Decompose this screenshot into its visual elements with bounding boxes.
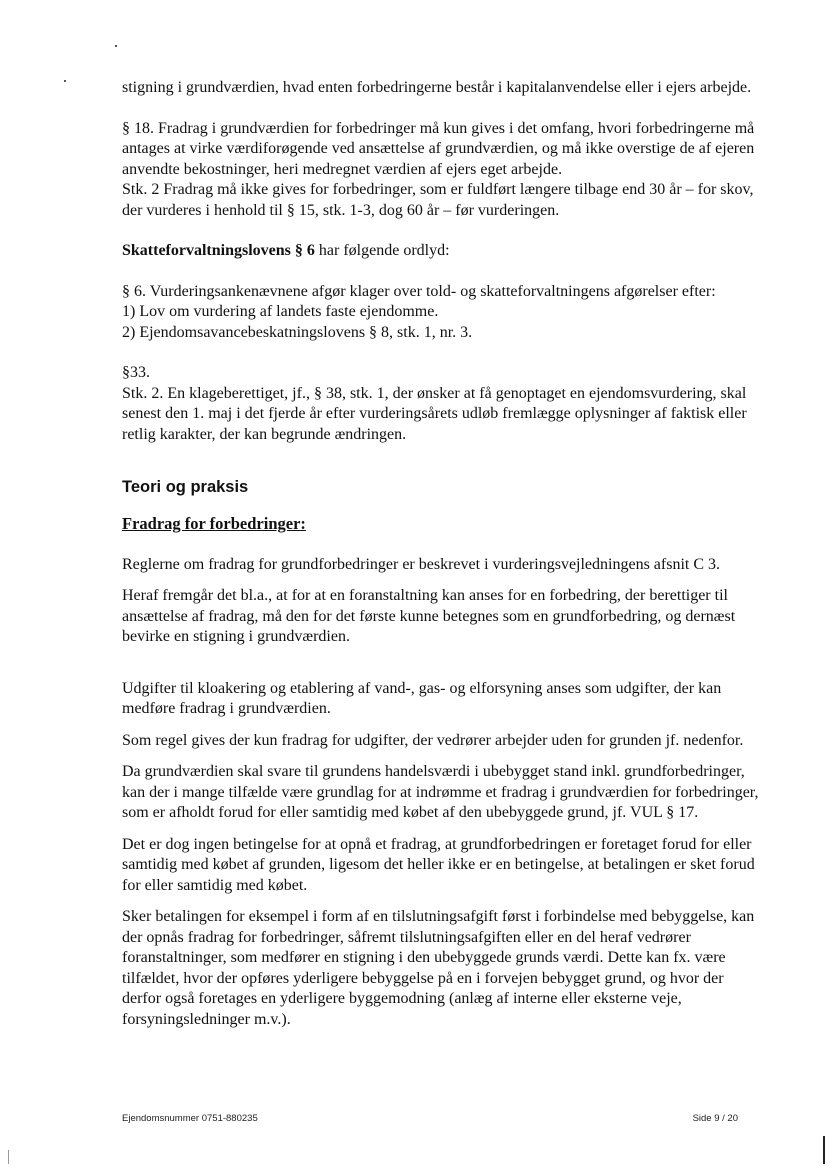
paragraph: Heraf fremgår det bl.a., at for at en foranstaltning kan anses for en forbedring, der berettiger til ansættelse af fradrag, må den for det første kunne betegnes som en grundforbedring, og dernæst bevirke en stigning i grundværdien. (122, 587, 736, 645)
scan-speck (64, 80, 66, 82)
subsection-heading: Fradrag for forbedringer: (122, 514, 306, 533)
paragraph: Stk. 2 Fradrag må ikke gives for forbedringer, som er fuldført længere tilbage end 30 år – for skov, der vurderes i henhold til § 15, stk. 1-3, dog 60 år – før vurderingen. (122, 181, 754, 219)
list-item: 2) Ejendomsavancebeskatningslovens § 8, stk. 1, nr. 3. (122, 323, 473, 341)
list-item: 1) Lov om vurdering af landets faste ejendomme. (122, 303, 439, 320)
paragraph: Sker betalingen for eksempel i form af en tilslutningsafgift først i forbindelse med bebyggelse, kan der opnås fradrag for forbedringer, såfremt tilslutningsafgiften eller en del heraf vedrører foranstaltninger, som medfører en stigning i den ubebyggede grunds værdi. Dette kan fx. være tilfældet, hvor der opføres yderligere bebyggelse på en i forvejen bebygget grund, og hvor der derfor også foretages en yderligere byggemodning (anlæg af interne eller eksterne veje, forsyningsledninger m.v.). (122, 908, 755, 1028)
paragraph: stigning i grundværdien, hvad enten forbedringerne består i kapitalanvendelse eller i ejers arbejde. (122, 79, 752, 96)
paragraph: Som regel gives der kun fradrag for udgifter, der vedrører arbejder uden for grunden jf. nedenfor. (122, 731, 744, 749)
page-number: Side 9 / 20 (692, 1113, 738, 1124)
paragraph-text: har følgende ordlyd: (314, 242, 450, 259)
law-name: Skatteforvaltningslovens § 6 (122, 242, 315, 259)
paragraph: § 6. Vurderingsankenævnene afgør klager over told- og skatteforvaltningens afgørelser efter: (122, 282, 716, 300)
scan-speck (115, 45, 117, 47)
paragraph: Reglerne om fradrag for grundforbedringer er beskrevet i vurderingsvejledningens afsnit C 3. (122, 555, 721, 573)
paragraph: Det er dog ingen betingelse for at opnå et fradrag, at grundforbedringen er foretaget forud for eller samtidig med købet af grunden, ligesom det heller ikke er en betingelse, at betalingen er sket forud for eller samtidig med købet. (122, 835, 755, 894)
scan-edge-mark (823, 1136, 825, 1164)
paragraph: § 18. Fradrag i grundværdien for forbedringer må kun gives i det omfang, hvori forbedringerne må antages at virke værdiforøgende ved ansættelse af grundværdien, og må ikke overstige de af ejeren anvendte bekostninger, heri medregnet værdien af ejers eget arbejde. (122, 119, 755, 178)
section-heading: Teori og praksis (122, 478, 249, 496)
property-number: Ejendomsnummer 0751-880235 (122, 1113, 258, 1124)
paragraph: Udgifter til kloakering og etablering af vand-, gas- og elforsyning anses som udgifter, der kan medføre fradrag i grundværdien. (122, 679, 722, 717)
paragraph: Stk. 2. En klageberettiget, jf., § 38, stk. 1, der ønsker at få genoptaget en ejendomsvurdering, skal senest den 1. maj i det fjerde år efter vurderingsårets udløb fremlægge oplysninger af faktisk eller retlig karakter, der kan begrunde ændringen. (122, 384, 747, 443)
scan-edge-mark (8, 1150, 9, 1164)
paragraph (122, 241, 762, 262)
paragraph: §33. (122, 364, 150, 381)
page-footer (122, 1113, 738, 1124)
document-page (122, 78, 762, 1030)
paragraph: Da grundværdien skal svare til grundens handelsværdi i ubebygget stand inkl. grundforbedringer, kan der i mange tilfælde være grundlag for at indrømme et fradrag i grundværdien for forbedringer, som er afholdt forud for eller samtidig med købet af den ubebyggede grund, jf. VUL § 17. (122, 763, 759, 821)
